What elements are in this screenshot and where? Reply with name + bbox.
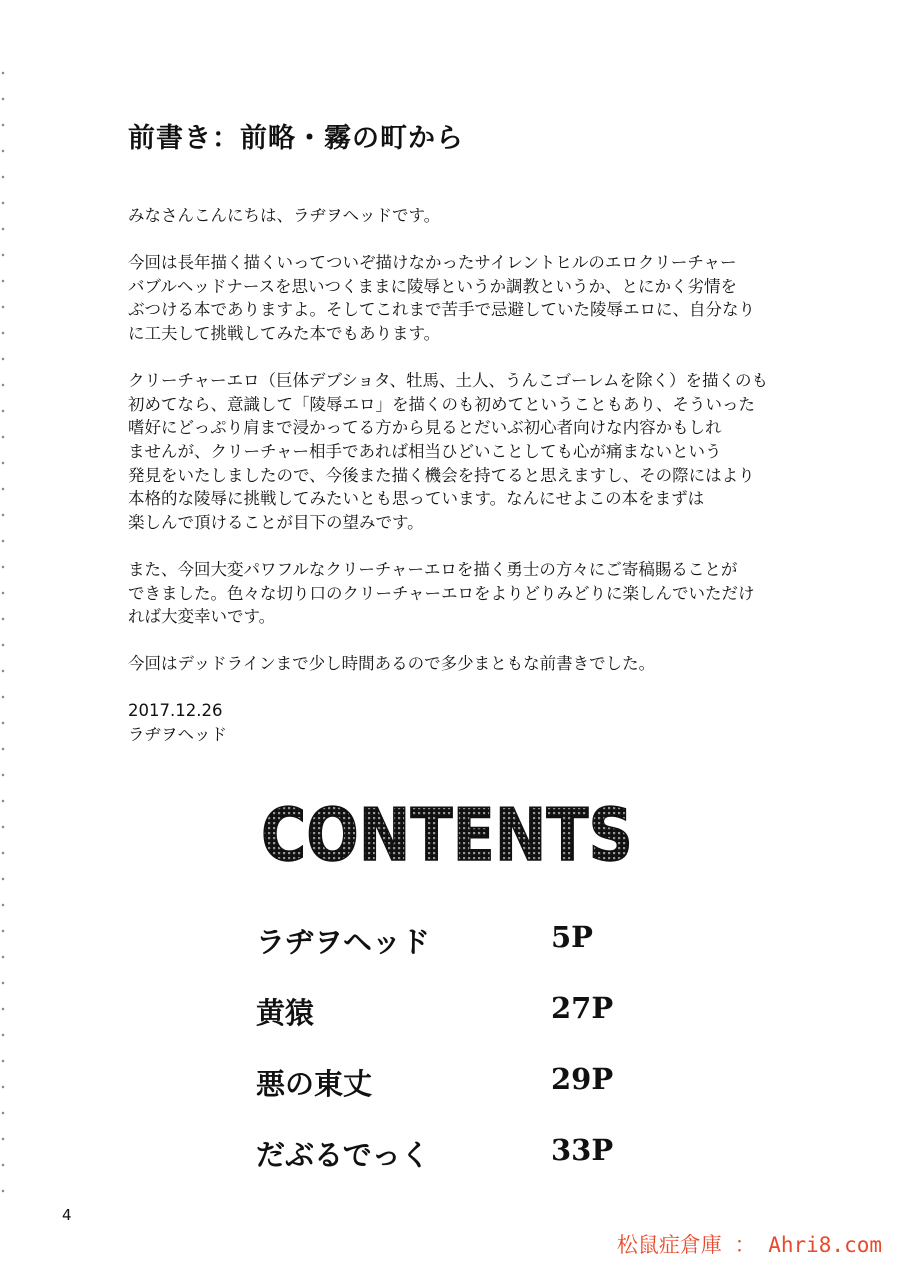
toc-entry bbox=[256, 1133, 676, 1173]
text-line: 発見をいたしましたので、今後また描く機会を持てると思えますし、その際にはより bbox=[128, 465, 755, 485]
toc-entry-page: 29P bbox=[551, 1062, 614, 1096]
scan-edge-marks bbox=[0, 60, 6, 1210]
toc-entry-page: 5P bbox=[551, 920, 593, 954]
preface-body bbox=[128, 204, 788, 747]
paragraph-3 bbox=[128, 558, 788, 629]
text-line: れば大変幸いです。 bbox=[128, 607, 276, 627]
signature-block bbox=[128, 699, 788, 746]
text-line: できました。色々な切り口のクリーチャーエロをよりどりみどりに楽しんでいただけ bbox=[128, 583, 755, 603]
text-line: ませんが、クリーチャー相手であれば相当ひどいことしても心が痛まないという bbox=[128, 441, 722, 461]
toc-entry-title: 黄猿 bbox=[256, 996, 315, 1030]
toc-entry-title: だぶるでっく bbox=[256, 1138, 430, 1172]
paragraph-2 bbox=[128, 369, 788, 534]
text-line: 今回は長年描く描くいってついぞ描けなかったサイレントヒルのエロクリーチャー bbox=[128, 253, 737, 273]
paragraph-4 bbox=[128, 652, 788, 676]
date: 2017.12.26 bbox=[128, 701, 223, 721]
text-line: 今回はデッドラインまで少し時間あるので多少まともな前書きでした。 bbox=[128, 654, 656, 674]
contents-heading-graphic bbox=[257, 793, 637, 877]
contents-heading-text: CONTENTS bbox=[261, 793, 633, 877]
contents-heading bbox=[257, 793, 637, 877]
toc-entry-title: 悪の東丈 bbox=[256, 1067, 373, 1101]
page-number: 4 bbox=[62, 1206, 72, 1224]
text-line: 初めてなら、意識して「陵辱エロ」を描くのも初めてということもあり、そういった bbox=[128, 394, 755, 414]
text-line: 本格的な陵辱に挑戦してみたいとも思っています。なんにせよこの本をまずは bbox=[128, 489, 705, 509]
text-line: ぶつける本でありますよ。そしてこれまで苦手で忌避していた陵辱エロに、自分なり bbox=[128, 300, 755, 320]
text-line: 楽しんで頂けることが目下の望みです。 bbox=[128, 512, 424, 532]
toc-entry-page: 33P bbox=[551, 1133, 614, 1167]
watermark: 松鼠症倉庫 ： Ahri8.com bbox=[616, 1233, 882, 1257]
toc-entry bbox=[256, 1062, 676, 1102]
text-line: に工夫して挑戦してみた本でもあります。 bbox=[128, 323, 441, 343]
toc-entry bbox=[256, 991, 676, 1031]
text-line: バブルヘッドナースを思いつくままに陵辱というか調教というか、とにかく劣情を bbox=[128, 276, 738, 296]
toc-entry-title: ラヂヲヘッド bbox=[256, 925, 431, 959]
signature: ラヂヲヘッド bbox=[128, 725, 227, 745]
toc-entry-page: 27P bbox=[551, 991, 614, 1025]
toc-entry bbox=[256, 920, 676, 960]
page-title: 前書き：前略・霧の町から bbox=[128, 123, 464, 154]
text-line: 嗜好にどっぷり肩まで浸かってる方から見るとだいぶ初心者向けな内容かもしれ bbox=[128, 418, 722, 438]
text-line: また、今回大変パワフルなクリーチャーエロを描く勇士の方々にご寄稿賜ることが bbox=[128, 559, 738, 579]
paragraph-1 bbox=[128, 251, 788, 345]
greeting-paragraph: みなさんこんにちは、ラヂヲヘッドです。 bbox=[128, 206, 441, 225]
text-line: クリーチャーエロ（巨体デブショタ、牡馬、土人、うんこゴーレムを除く）を描くのも bbox=[128, 371, 769, 391]
table-of-contents bbox=[256, 920, 676, 1204]
